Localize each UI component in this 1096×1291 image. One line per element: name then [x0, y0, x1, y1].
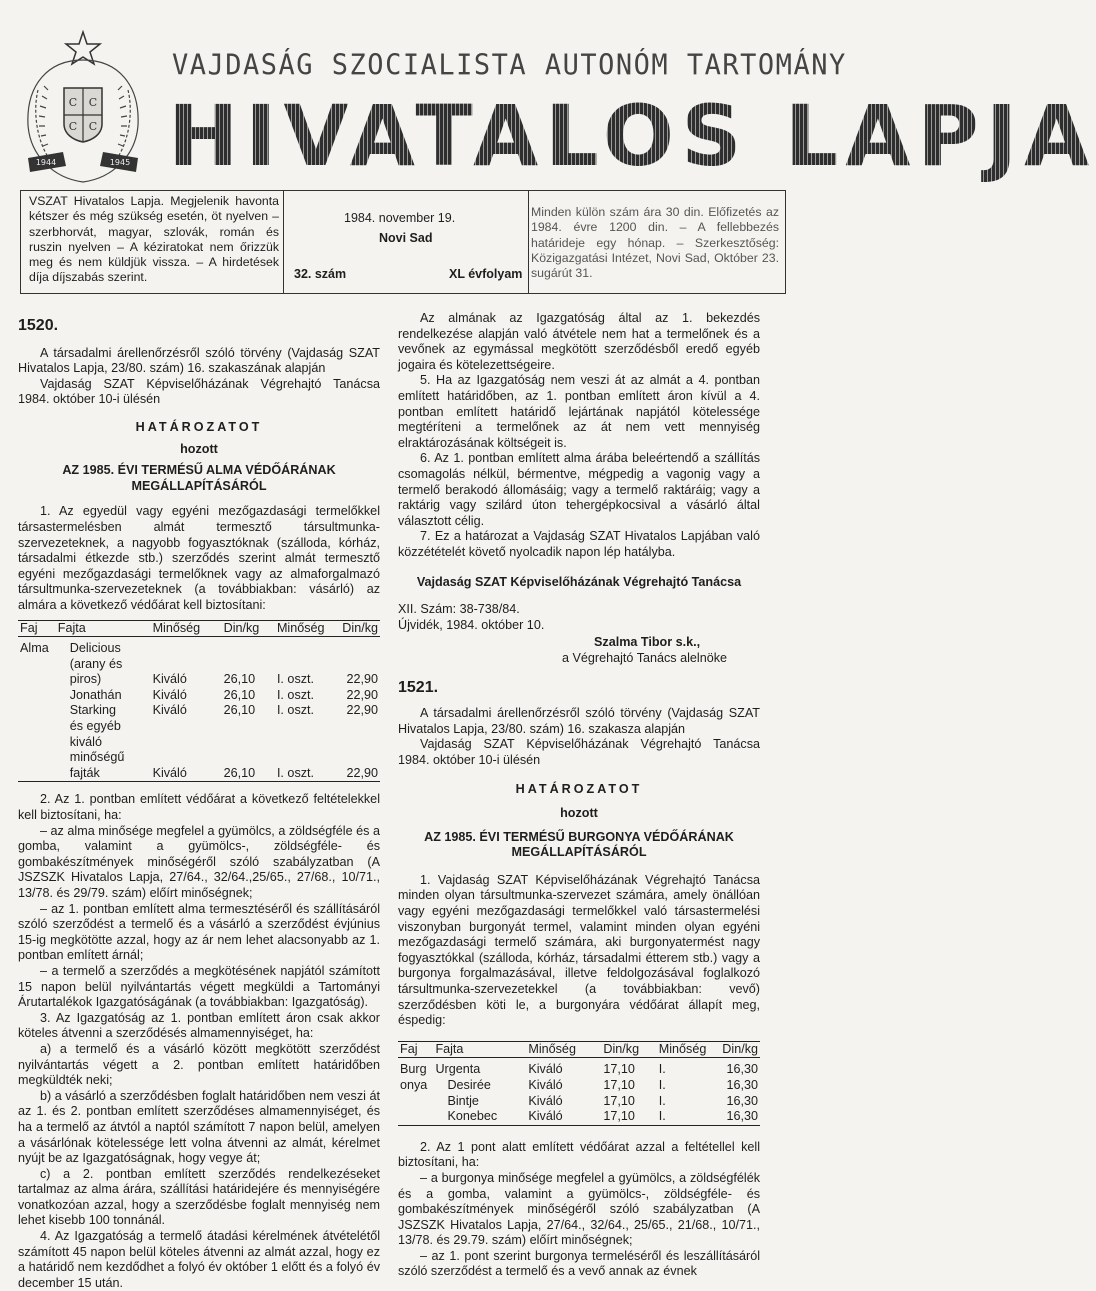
table-cell: 22,90 [346, 703, 378, 718]
coat-of-arms-emblem [8, 30, 158, 188]
table-cell: Desirée [447, 1077, 491, 1092]
paragraph-4: 4. Az Igazgatóság a termelő átadási kérelmének átvételétől számított 45 napon belül köteles átvenni az almát azzal, hogy ez a határidő nem kezdődhet a folyó év október 1 előtt és a folyó év december 15 után. [18, 1229, 380, 1290]
table-row [398, 1109, 760, 1125]
table-cell: Kiváló [152, 672, 187, 687]
table-cell: Burgonya [400, 1062, 428, 1092]
table-cell: Kiváló [528, 1062, 563, 1077]
table-cell: 26,10 [223, 687, 256, 702]
table-cell: 22,90 [346, 687, 378, 702]
table-cell: 17,10 [603, 1093, 635, 1108]
table-header: Fajta [57, 620, 86, 635]
table-cell: 22,90 [346, 672, 378, 687]
price-table-potato [398, 1041, 760, 1126]
paragraph-2a: – a burgonya minősége megfelel a gyümölcs, a zöldségfélék és a gomba, valamint a gyümölcs-, zöldségféle- és gombakészítmények minőségéről szóló szabályzatban (A JSZSZK Hivatalos Lapja, 27/64., 32/64., 25/65., 21/68., 10/71., 13/78. és 29.79. szám) előírt minőségnek; [398, 1170, 760, 1248]
svg-text:C: C [88, 120, 98, 133]
masthead-title [168, 87, 1096, 185]
table-cell: 17,10 [603, 1077, 635, 1092]
masthead-supertitle: VAJDASÁG SZOCIALISTA AUTONÓM TARTOMÁNY [172, 49, 847, 82]
paragraph-3b: b) a vásárló a szerződésben foglalt határidőben nem veszi át az 1. és 2. pontban említett szerződéses almamennyiséget, és ha a termelő az átvtól a naptól számított 7 napon belül, amelyen a vásárlónak kötelessége lett volna átvenni az almát, kérelmet nyújt be az Igazgatóságnak, hogy vegye át; [18, 1088, 380, 1166]
paragraph-3a: a) a termelő és a vásárló között megkötött szerződést nyilvántartás végett a 2. pontban említett határidőben megküldték neki; [18, 1041, 380, 1088]
publication-info-box [20, 190, 786, 294]
table-cell: I. [658, 1062, 666, 1077]
table-cell: 22,90 [346, 765, 378, 780]
svg-text:1944: 1944 [35, 158, 57, 167]
paragraph-5: 5. Ha az Igazgatóság nem veszi át az almát a 4. pontban említett határidőben, az 1. pontban említett áron kívül a 4. pontban említett határidő lejártának napjától kötelessége megtéríteni a termelőnek az át nem vett mennyiség elraktározásának költségeit is. [398, 373, 760, 450]
svg-text:C: C [68, 120, 78, 133]
table-header: Din/kg [342, 620, 378, 635]
table-header: Faj [400, 1041, 418, 1056]
decision-heading: HATÁROZATOT [135, 419, 263, 434]
table-cell: 26,10 [223, 765, 256, 780]
left-column [18, 318, 380, 1291]
table-row [18, 688, 380, 704]
table-header: Din/kg [223, 620, 260, 635]
paragraph-2b: – az 1. pont szerint burgonya termeléséről és leszállításáról szóló szerződést a termelő és a vevő annak az évnek [398, 1248, 760, 1279]
table-row [18, 719, 380, 782]
table-cell: 17,10 [603, 1109, 635, 1124]
subscription-info: Minden külön szám ára 30 din. Előfizetés az 1984. évre 1200 din. – A fellebbezés határideje egy hónap. – Szerkesztőség: Közigazgatási Intézet, Novi Sad, Október 23. sugárút 31. [531, 205, 779, 281]
issuer-line: Vajdaság SZAT Képviselőházának Végrehajtó Tanácsa [416, 574, 742, 589]
table-cell: Kiváló [152, 687, 187, 702]
table-row [398, 1078, 760, 1094]
table-cell: Kiváló [152, 703, 187, 718]
table-cell: 16,30 [726, 1062, 758, 1077]
table-cell: 16,30 [726, 1093, 758, 1108]
issue-date: 1984. november 19. [344, 211, 456, 225]
intro-paragraph: Vajdaság SZAT Képviselőházának Végrehajtó Tanácsa 1984. október 10-i ülésén [18, 376, 380, 407]
table-cell: Kiváló [528, 1109, 563, 1124]
issue-volume: XL évfolyam [449, 267, 523, 281]
svg-text:1945: 1945 [109, 158, 131, 167]
table-cell: 26,10 [223, 703, 256, 718]
table-header: Minőség [528, 1041, 576, 1056]
table-header: Din/kg [722, 1041, 758, 1056]
paragraph-7: 7. Ez a határozat a Vajdaság SZAT Hivatalos Lapjában való közzétételét követő nyolcadik napon lép hatályba. [398, 529, 760, 559]
table-header: Minőség [658, 1041, 707, 1056]
publication-terms: VSZAT Hivatalos Lapja. Megjelenik havonta kétszer és még szükség esetén, öt nyelven – szerbhorvát, magyar, szlovák, román és ruszin nyelven – A kéziratokat nem őrizzük meg és nem küldjük vissza. – A hirdetések díja díjszabás szerint. [29, 194, 279, 285]
table-header-row [18, 620, 380, 637]
item-number: 1521. [398, 679, 439, 697]
table-cell: Alma [20, 641, 49, 656]
issue-info [283, 191, 529, 293]
table-cell: 17,10 [603, 1062, 635, 1077]
table-cell: I. oszt. [276, 765, 315, 780]
table-cell: Kiváló [152, 765, 187, 780]
table-cell: I. [658, 1093, 666, 1108]
table-header: Fajta [435, 1041, 464, 1056]
intro-paragraph: A társadalmi árellenőrzésről szóló törvény (Vajdaság SZAT Hivatalos Lapja, 23/80. szám) 16. szakasza alapján [398, 706, 760, 736]
table-row [18, 641, 380, 688]
table-cell: 16,30 [726, 1109, 758, 1124]
item-number: 1520. [18, 317, 59, 334]
table-cell: és egyéb kiváló minőségű fajták [69, 719, 125, 780]
table-cell: I. oszt. [276, 687, 315, 702]
table-header: Faj [20, 620, 38, 635]
table-cell: Starking [69, 703, 116, 718]
hozott-label: hozott [560, 806, 598, 821]
table-cell: I. [658, 1077, 666, 1092]
table-row [398, 1062, 760, 1078]
issue-number: 32. szám [294, 267, 347, 281]
paragraph-1: 1. Az egyedül vagy egyéni mezőgazdasági termelőkkel társastermelésben almát termesztő társultmunka-szervezeteknek, a nagyobb fogyasztóknak (szálloda, kórház, társadalmi étkezde stb.) szerződés szerint almát termesztő egyéni mezőgazdasági termelőknek vagy az almaforgalmazó társultmunka-szervezeteknek (a továbbiakban: vásárló) az almára a következő védőárat kell biztosítani: [18, 504, 380, 612]
intro-paragraph: Vajdaság SZAT Képviselőházának Végrehajtó Tanácsa 1984. október 10-i ülésén [398, 737, 760, 767]
table-row [398, 1094, 760, 1110]
table-row [18, 703, 380, 719]
table-cell: Delicious (arany és piros) [69, 641, 123, 687]
table-header: Minőség [276, 620, 325, 635]
paragraph-2c: – a termelő a szerződés a megkötésének napjától számított 15 napon belül nyilvántartás végett megküldi a Tartományi Árutartalékok Igazgatóságának (a továbbiakban: Igazgatóság). [18, 963, 380, 1010]
paragraph-3: 3. Az Igazgatóság az 1. pontban említett áron csak akkor köteles átvenni a szerződésés almamennyiséget, ha: [18, 1010, 380, 1041]
table-cell: 26,10 [223, 672, 256, 687]
decision-heading: HATÁROZATOT [515, 782, 643, 797]
table-cell: Jonathán [69, 687, 122, 702]
masthead-title-text: HIVATALOS LAPJA [168, 87, 1096, 185]
issue-city: Novi Sad [379, 231, 433, 245]
table-header-row [398, 1041, 760, 1058]
table-cell: 16,30 [726, 1077, 758, 1092]
svg-text:C: C [88, 96, 98, 109]
paragraph-6: 6. Az 1. pontban említett alma árába beleértendő a szállítás csomagolás nélkül, bérmentve, mégpedig a vagonig vagy a termelő berakodó állomásáig; vagy a termelő raktáráig; vagy a raktárig vagy szilárd úton tehergépkocsival a vásárló által választott célig. [398, 451, 760, 528]
signer-title: a Végrehajtó Tanács alelnöke [562, 650, 728, 665]
decision-title: AZ 1985. ÉVI TERMÉSŰ ALMA VÉDŐÁRÁNAK MEGÁLLAPÍTÁSÁRÓL [62, 463, 336, 493]
paragraph-2: 2. Az 1. pontban említett védőárat a következő feltételekkel kell biztosítani, ha: [18, 792, 380, 823]
table-cell: Konebec [447, 1109, 498, 1124]
paragraph-2b: – az 1. pontban említett alma termesztéséről és szállításáról szóló szerződést a termelő és a vásárló a szerződést évjúnius 15-ig megkötötte azzal, hogy az ár nem lehet alacsonyabb az 1. pontban említett árnál; [18, 901, 380, 963]
right-column [398, 311, 760, 1280]
intro-paragraph: A társadalmi árellenőrzésről szóló törvény (Vajdaság SZAT Hivatalos Lapja, 23/80. szám) 16. szakaszának alapján [18, 345, 380, 376]
reference-date: Újvidék, 1984. október 10. [398, 617, 545, 632]
table-header: Din/kg [603, 1041, 640, 1056]
paragraph-1: 1. Vajdaság SZAT Képviselőházának Végrehajtó Tanácsa minden olyan társultmunka-szervezet számára, amely önállóan vagy egyéni mezőgazdasági termelőkkel való társastermelési viszonyban burgonyát termel, valamint minden olyan egyéni mezőgazdasági termelő számára, aki burgonyatermést nagy fogyasztókkal (szálloda, kórház, társadalmi étterem stb.) vagy a burgonya forgalmazásával, illetve feldolgozásával foglalkozó társultmunka-szervezetekkel (a továbbiakban: vevő) szerződésben köti le, a burgonyára védőárat állapít meg, éspedig: [398, 872, 760, 1028]
reference-number: XII. Szám: 38-738/84. [398, 602, 520, 617]
paragraph-2a: – az alma minősége megfelel a gyümölcs, a zöldségféle és a gomba, valamint a gyümölcs-, zöldségféle- és gombakészítmények minőségéről szóló szabályzatban (A JSZSZK Hivatalos Lapja, 27/64., 32/64.,25/65., 27/68., 10/71., 13/78. és 29/79. szám) előírt minőségnek; [18, 823, 380, 900]
table-cell: I. [658, 1109, 666, 1124]
table-cell: I. oszt. [276, 672, 315, 687]
signer-name: Szalma Tibor s.k., [594, 635, 701, 650]
hozott-label: hozott [180, 441, 218, 456]
table-header: Minőség [152, 620, 201, 635]
decision-title: AZ 1985. ÉVI TERMÉSŰ BURGONYA VÉDŐÁRÁNAK MEGÁLLAPÍTÁSÁRÓL [424, 829, 734, 860]
svg-text:C: C [68, 96, 78, 109]
paragraph-3c: c) a 2. pontban említett szerződés rendelkezéseket tartalmaz az alma árára, szállítási határidejére és mennyiségére vonatkozóan azzal, hogy a szerződésbe foglalt mennyiség nem lehet kisebb 100 tonnánál. [18, 1166, 380, 1228]
paragraph-2: 2. Az 1 pont alatt említett védőárat azzal a feltétellel kell biztosítani, ha: [398, 1139, 760, 1170]
table-cell: Urgenta [435, 1062, 481, 1077]
paragraph-4-cont: Az almának az Igazgatóság által az 1. bekezdés rendelkezése alapján való átvétele nem hat a termelőnek és a vevőnek az egymással megkötött szerződésből eredő egyéb jogaira és kötelezettségeire. [398, 311, 760, 372]
table-cell: Bintje [447, 1093, 479, 1108]
price-table-apple [18, 620, 380, 783]
table-cell: Kiváló [528, 1093, 563, 1108]
table-cell: Kiváló [528, 1077, 563, 1092]
table-cell: I. oszt. [276, 703, 315, 718]
